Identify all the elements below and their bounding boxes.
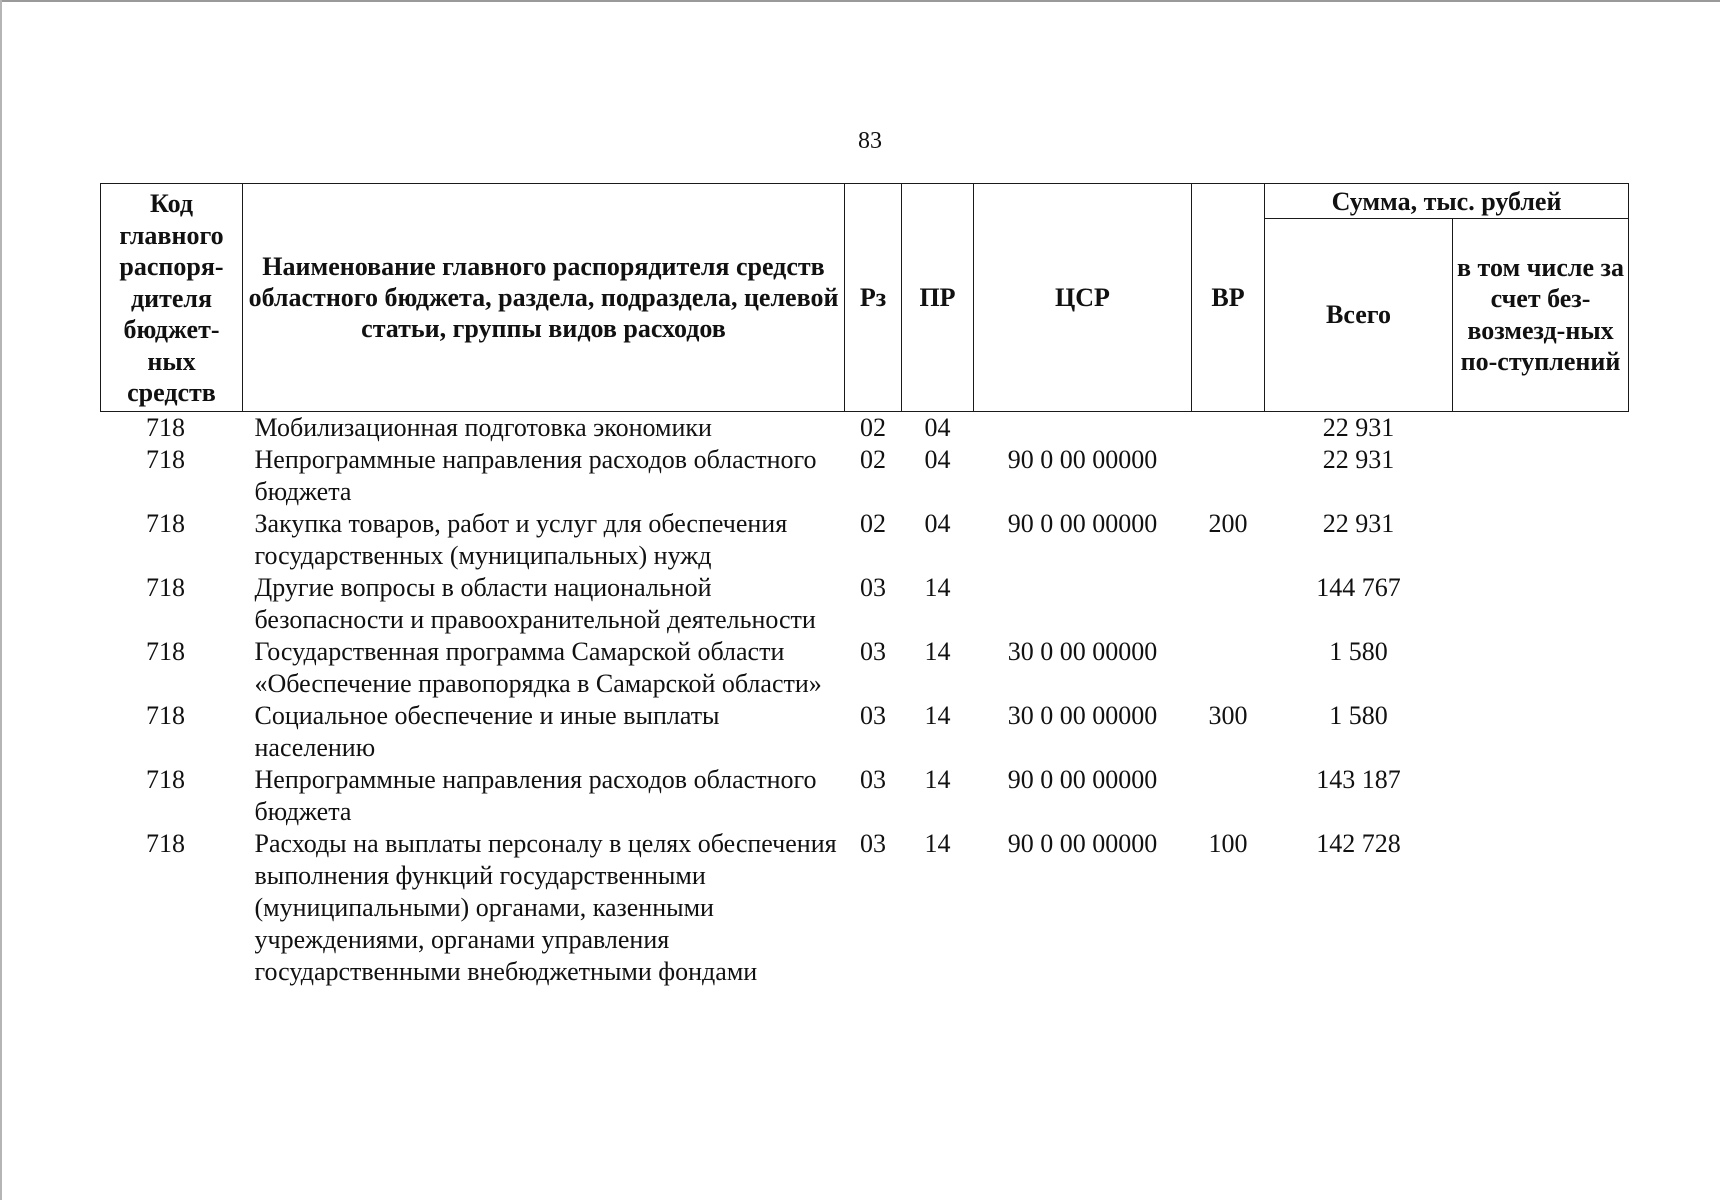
cell-vr bbox=[1192, 572, 1265, 636]
header-sum-group: Сумма, тыс. рублей bbox=[1265, 184, 1629, 219]
cell-code: 718 bbox=[146, 412, 185, 442]
cell-code: 718 bbox=[146, 636, 185, 666]
cell-csr: 90 0 00 00000 bbox=[1007, 828, 1158, 858]
cell-name: Мобилизационная подготовка экономики bbox=[254, 412, 712, 442]
cell-total: 1 580 bbox=[1329, 700, 1388, 730]
table-body bbox=[101, 411, 1629, 988]
cell-total: 142 728 bbox=[1316, 828, 1401, 858]
cell-name: Закупка товаров, работ и услуг для обеспечения государственных (муниципальных) нужд bbox=[254, 508, 788, 570]
cell-free bbox=[1453, 828, 1629, 988]
cell-csr: 30 0 00 00000 bbox=[1007, 636, 1158, 666]
cell-code: 718 bbox=[146, 828, 185, 858]
budget-table bbox=[100, 183, 1629, 988]
cell-free bbox=[1453, 411, 1629, 444]
cell-csr: 90 0 00 00000 bbox=[1007, 444, 1158, 474]
cell-pr: 14 bbox=[924, 572, 951, 602]
cell-vr bbox=[1192, 444, 1265, 508]
cell-code: 718 bbox=[146, 572, 185, 602]
cell-total: 22 931 bbox=[1322, 444, 1395, 474]
cell-rz: 03 bbox=[860, 572, 886, 602]
header-rz: Рз bbox=[845, 184, 902, 412]
cell-free bbox=[1453, 508, 1629, 572]
cell-pr: 14 bbox=[924, 828, 951, 858]
cell-name: Непрограммные направления расходов областного бюджета bbox=[254, 444, 817, 506]
table-row bbox=[101, 700, 1629, 764]
cell-free bbox=[1453, 636, 1629, 700]
cell-free bbox=[1453, 700, 1629, 764]
cell-vr: 300 bbox=[1208, 700, 1248, 730]
table-row bbox=[101, 828, 1629, 988]
cell-vr bbox=[1192, 764, 1265, 828]
cell-free bbox=[1453, 444, 1629, 508]
cell-name: Социальное обеспечение и иные выплаты населению bbox=[254, 700, 720, 762]
cell-vr: 200 bbox=[1208, 508, 1248, 538]
page-number: 83 bbox=[858, 128, 882, 154]
table-row bbox=[101, 636, 1629, 700]
cell-rz: 02 bbox=[860, 508, 886, 538]
cell-total: 143 187 bbox=[1316, 764, 1401, 794]
cell-rz: 03 bbox=[860, 700, 886, 730]
cell-vr bbox=[1192, 636, 1265, 700]
cell-rz: 03 bbox=[860, 828, 886, 858]
header-total: Всего bbox=[1265, 219, 1453, 412]
cell-rz: 02 bbox=[860, 412, 886, 442]
table-row bbox=[101, 508, 1629, 572]
cell-csr: 90 0 00 00000 bbox=[1007, 764, 1158, 794]
table-row bbox=[101, 572, 1629, 636]
cell-code: 718 bbox=[146, 764, 185, 794]
cell-code: 718 bbox=[146, 700, 185, 730]
cell-vr bbox=[1192, 411, 1265, 444]
cell-csr bbox=[974, 572, 1192, 636]
cell-name: Расходы на выплаты персоналу в целях обеспечения выполнения функций государственными (муниципальными) органами, казенными учреждениями, органами управления государственными внебюджетными фондами bbox=[254, 828, 837, 986]
cell-csr: 30 0 00 00000 bbox=[1007, 700, 1158, 730]
header-pr: ПР bbox=[902, 184, 974, 412]
cell-total: 144 767 bbox=[1316, 572, 1401, 602]
table-row bbox=[101, 764, 1629, 828]
cell-total: 22 931 bbox=[1322, 412, 1395, 442]
cell-pr: 04 bbox=[924, 412, 951, 442]
cell-total: 1 580 bbox=[1329, 636, 1388, 666]
cell-name: Государственная программа Самарской области «Обеспечение правопорядка в Самарской области» bbox=[254, 636, 822, 698]
cell-name: Другие вопросы в области национальной безопасности и правоохранительной деятельности bbox=[254, 572, 816, 634]
cell-pr: 14 bbox=[924, 636, 951, 666]
cell-pr: 04 bbox=[924, 444, 951, 474]
header-code: Код главного распоря-дителя бюджет-ных средств bbox=[101, 184, 243, 412]
cell-code: 718 bbox=[146, 508, 185, 538]
header-name: Наименование главного распорядителя средств областного бюджета, раздела, подраздела, целевой статьи, группы видов расходов bbox=[243, 184, 845, 412]
cell-pr: 04 bbox=[924, 508, 951, 538]
cell-csr bbox=[974, 411, 1192, 444]
table-row bbox=[101, 444, 1629, 508]
cell-free bbox=[1453, 764, 1629, 828]
scan-edge-top bbox=[0, 0, 1720, 2]
cell-vr: 100 bbox=[1208, 828, 1248, 858]
cell-pr: 14 bbox=[924, 700, 951, 730]
header-csr: ЦСР bbox=[974, 184, 1192, 412]
table-header bbox=[101, 184, 1629, 412]
cell-rz: 02 bbox=[860, 444, 886, 474]
cell-rz: 03 bbox=[860, 636, 886, 666]
cell-csr: 90 0 00 00000 bbox=[1007, 508, 1158, 538]
scan-edge-left bbox=[0, 0, 2, 1200]
cell-total: 22 931 bbox=[1322, 508, 1395, 538]
cell-pr: 14 bbox=[924, 764, 951, 794]
header-free: в том числе за счет без-возмезд-ных по-ступлений bbox=[1453, 219, 1629, 412]
table-row bbox=[101, 411, 1629, 444]
cell-code: 718 bbox=[146, 444, 185, 474]
cell-free bbox=[1453, 572, 1629, 636]
header-vr: ВР bbox=[1192, 184, 1265, 412]
cell-name: Непрограммные направления расходов областного бюджета bbox=[254, 764, 817, 826]
cell-rz: 03 bbox=[860, 764, 886, 794]
